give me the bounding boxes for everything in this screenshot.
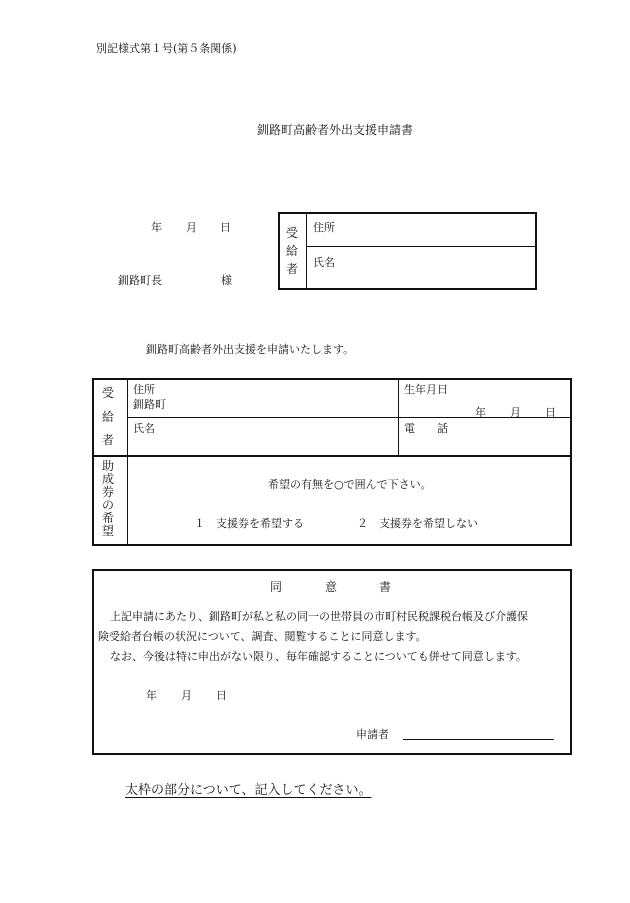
birth-day: 日: [545, 406, 556, 419]
recipient-char-3: 者: [101, 433, 114, 447]
consent-year: 年: [146, 689, 157, 702]
header-year: 年: [151, 221, 162, 234]
consent-line-1: 上記申請にあたり、釧路町が私と私の同一の世帯員の市町村民税課税台帳及び介護保: [110, 610, 528, 623]
main-name-label: 氏名: [133, 422, 155, 435]
main-address-label: 住所: [133, 383, 155, 396]
footer-note: 太枠の部分について、記入してください。: [125, 783, 372, 798]
sama-label: 様: [221, 274, 232, 287]
voucher-char-6: 望: [101, 524, 114, 538]
page-title: 釧路町高齢者外出支援申請書: [257, 123, 414, 137]
top-side-char-1: 受: [285, 226, 298, 240]
birth-year: 年: [475, 406, 486, 419]
top-side-char-2: 給: [285, 244, 298, 258]
main-row-line: [128, 417, 570, 418]
top-name-label: 氏名: [313, 256, 335, 269]
top-box-divider: [306, 214, 307, 288]
consent-title-char-1: 同: [270, 580, 283, 594]
consent-title-char-3: 書: [379, 580, 392, 594]
applicant-label: 申請者: [356, 728, 389, 741]
applicant-signature-line[interactable]: [403, 739, 554, 740]
top-box-row-line: [307, 246, 535, 247]
voucher-char-1: 助: [101, 459, 114, 473]
recipient-char-1: 受: [101, 386, 114, 400]
header-month: 月: [186, 221, 197, 234]
birth-divider: [398, 380, 399, 455]
consent-month: 月: [181, 689, 192, 702]
phone-label: 電 話: [404, 422, 448, 435]
birth-label: 生年月日: [404, 383, 448, 396]
header-day: 日: [220, 221, 231, 234]
consent-line-3: なお、今後は特に申出がない限り、毎年確認することについても併せて同意します。: [110, 650, 527, 663]
main-section-line: [94, 455, 570, 457]
top-side-char-3: 者: [285, 262, 298, 276]
mayor-label: 釧路町長: [118, 274, 162, 287]
consent-day: 日: [216, 689, 227, 702]
top-address-label: 住所: [313, 221, 335, 234]
voucher-option-2[interactable]: ２ 支援券を希望しない: [357, 517, 478, 530]
consent-line-2: 険受給者台帳の状況について、調査、閲覧することに同意します。: [98, 630, 427, 643]
form-number: 別記様式第１号(第５条関係): [96, 42, 237, 55]
voucher-char-3: 券: [101, 485, 114, 499]
main-address-value: 釧路町: [133, 398, 166, 411]
main-left-divider: [127, 380, 128, 544]
intro-text: 釧路町高齢者外出支援を申請いたします。: [146, 343, 355, 356]
recipient-char-2: 給: [101, 410, 114, 424]
birth-month: 月: [510, 406, 521, 419]
voucher-char-4: の: [101, 498, 114, 512]
consent-title-char-2: 意: [325, 580, 338, 594]
voucher-char-2: 成: [101, 472, 114, 486]
voucher-instruction: 希望の有無を○で囲んで下さい。: [268, 478, 432, 491]
voucher-char-5: 希: [101, 511, 114, 525]
voucher-option-1[interactable]: １ 支援券を希望する: [194, 517, 304, 530]
